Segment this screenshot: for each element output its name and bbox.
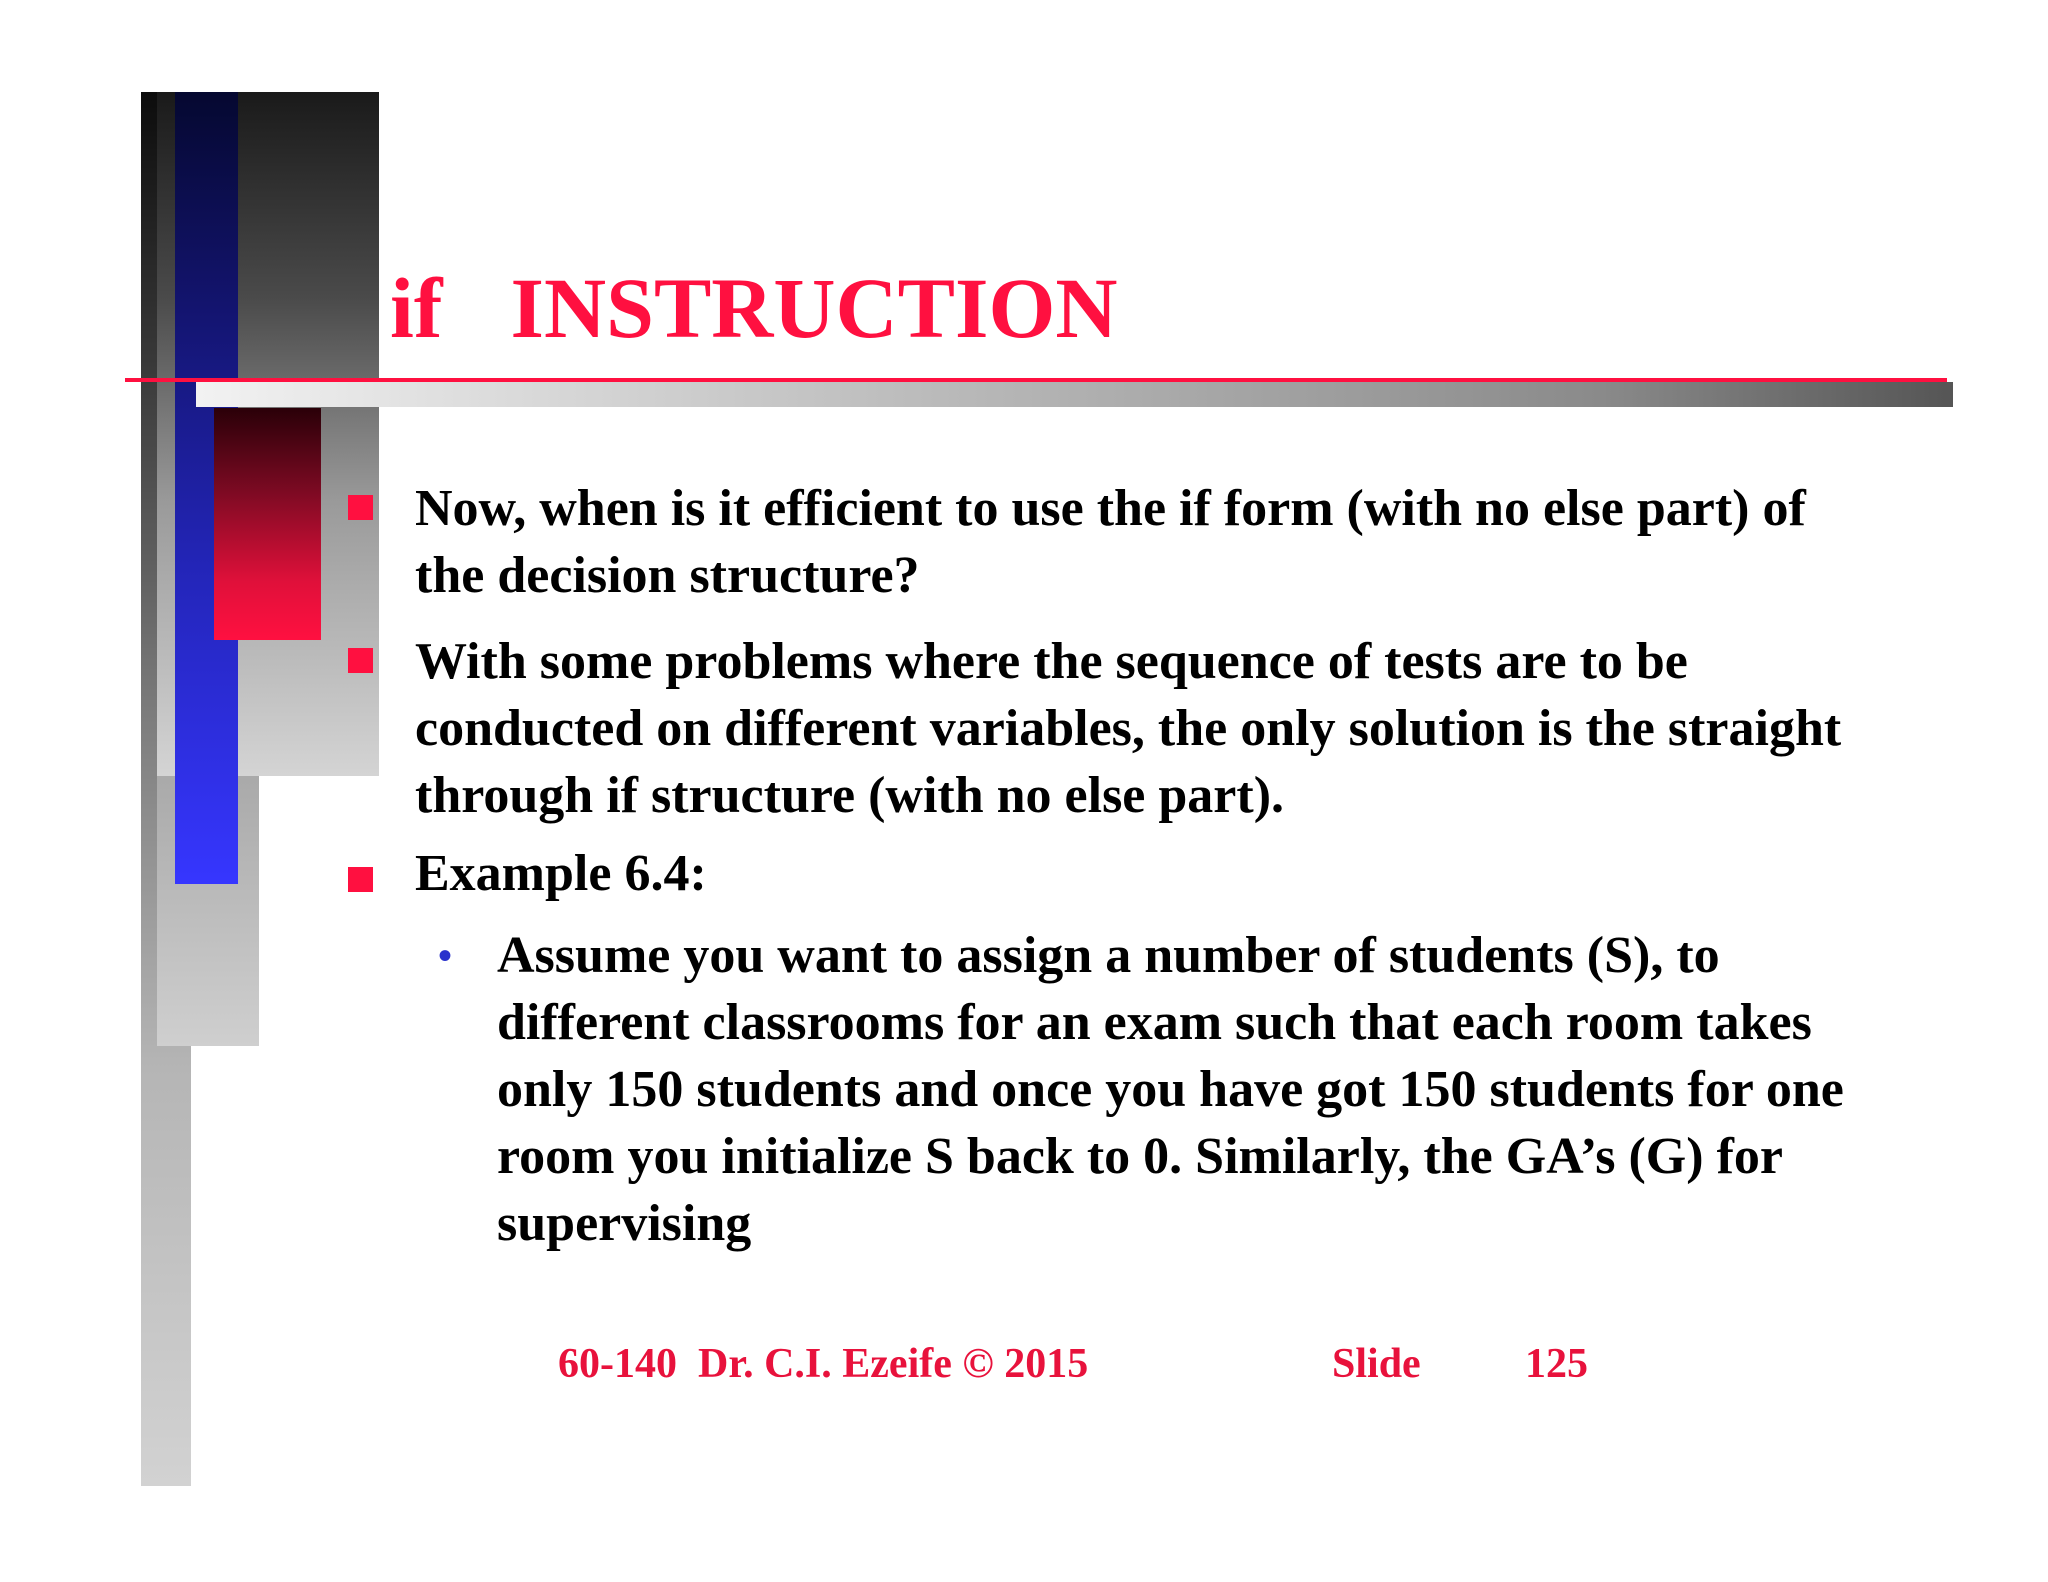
title-underline-rule (125, 378, 1947, 382)
bullet-item: Now, when is it efficient to use the if form (with no else part) of the decision structure? (415, 480, 1806, 604)
title-underline-shadow (196, 382, 1953, 407)
bullet-item: Example 6.4: (415, 845, 707, 902)
bullet-item: With some problems where the sequence of tests are to be conducted on different variables, the only solution is the straight through if structure (with no else part). (415, 633, 1842, 824)
footer-slide-number: 125 (1525, 1341, 1588, 1387)
footer-course: 60-140 Dr. C.I. Ezeife © 2015 (558, 1341, 1089, 1387)
title-keyword: if (390, 260, 443, 356)
square-bullet-icon (348, 648, 373, 673)
square-bullet-icon (348, 495, 373, 520)
sidebar-red-block (214, 408, 321, 640)
slide-title (390, 258, 1117, 358)
footer-slide-label: Slide (1332, 1341, 1421, 1387)
square-bullet-icon (348, 867, 373, 892)
sub-bullet-item: Assume you want to assign a number of students (S), to different classrooms for an exam such that each room takes only 150 students and once you have got 150 students for one room you initialize S back to 0. Similarly, the GA’s (G) for supervising (497, 927, 1844, 1252)
title-main: INSTRUCTION (510, 260, 1118, 356)
dot-bullet-icon: • (438, 933, 453, 978)
